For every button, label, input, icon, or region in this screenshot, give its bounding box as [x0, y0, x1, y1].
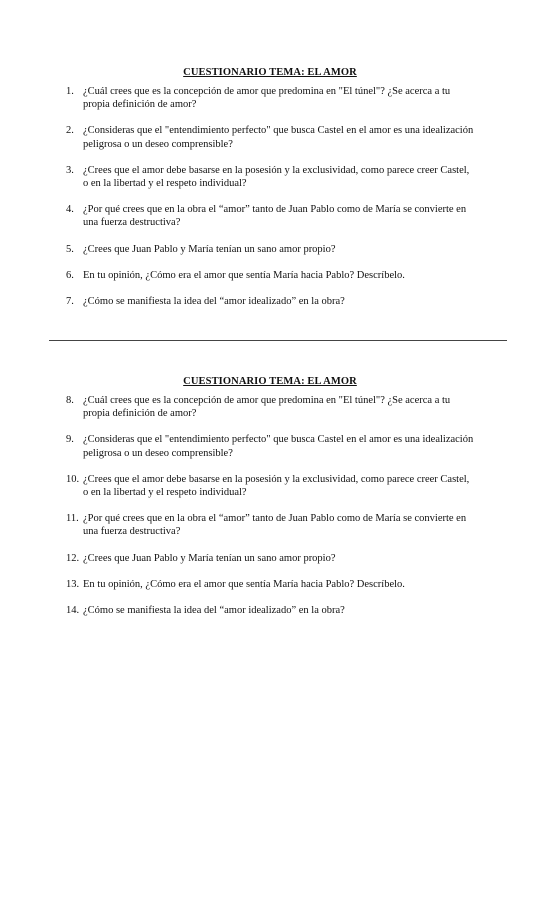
- question-item: [0, 85, 546, 111]
- question-text: ¿Crees que el amor debe basarse en la posesión y la exclusividad, como parece creer Castel, o en la libertad y el respeto individual?: [83, 473, 470, 499]
- question-text: En tu opinión, ¿Cómo era el amor que sentía María hacia Pablo? Descríbelo.: [83, 269, 405, 281]
- question-number: 13.: [66, 578, 80, 590]
- question-number: 14.: [66, 605, 80, 617]
- question-item: [0, 269, 546, 282]
- section-title: CUESTIONARIO TEMA: EL AMOR: [183, 376, 357, 387]
- question-number: 5.: [66, 243, 74, 255]
- question-number: 10.: [66, 473, 80, 485]
- question-item: [0, 512, 546, 538]
- questionnaire-section-2: [0, 375, 546, 630]
- question-number: 12.: [66, 552, 80, 564]
- question-text: ¿Crees que Juan Pablo y María tenían un sano amor propio?: [83, 552, 336, 564]
- question-number: 2.: [66, 125, 74, 137]
- question-item: [0, 124, 546, 150]
- question-item: [0, 433, 546, 459]
- question-item: [0, 295, 546, 308]
- section-divider: [49, 340, 507, 341]
- question-number: 1.: [66, 86, 74, 97]
- question-number: 7.: [66, 296, 74, 308]
- question-number: 3.: [66, 164, 74, 176]
- section-title: CUESTIONARIO TEMA: EL AMOR: [183, 67, 357, 78]
- question-item: [0, 578, 546, 591]
- question-item: [0, 552, 546, 565]
- question-item: [0, 203, 546, 229]
- question-text: ¿Consideras que el "entendimiento perfecto" que busca Castel en el amor es una idealización peligrosa o un deseo comprensible?: [83, 434, 474, 459]
- question-number: 6.: [66, 269, 74, 281]
- question-text: ¿Consideras que el "entendimiento perfecto" que busca Castel en el amor es una idealización peligrosa o un deseo comprensible?: [83, 125, 474, 150]
- question-text: ¿Cuál crees que es la concepción de amor que predomina en "El túnel"? ¿Se acerca a tu propia definición de amor?: [83, 395, 451, 420]
- question-list: [0, 85, 546, 308]
- question-item: [0, 164, 546, 190]
- question-item: [0, 243, 546, 256]
- question-text: ¿Crees que el amor debe basarse en la posesión y la exclusividad, como parece creer Castel, o en la libertad y el respeto individual?: [83, 164, 470, 190]
- question-text: ¿Crees que Juan Pablo y María tenían un sano amor propio?: [83, 243, 336, 255]
- question-item: [0, 473, 546, 499]
- question-text: En tu opinión, ¿Cómo era el amor que sentía María hacia Pablo? Descríbelo.: [83, 578, 405, 590]
- question-item: [0, 394, 546, 420]
- question-list: [0, 394, 546, 617]
- question-text: ¿Cómo se manifiesta la idea del “amor idealizado” en la obra?: [83, 296, 345, 308]
- question-number: 8.: [66, 395, 74, 406]
- questionnaire-section-1: [0, 66, 546, 321]
- question-text: ¿Por qué crees que en la obra el “amor” tanto de Juan Pablo como de María se convierte en una fuerza destructiva?: [83, 513, 467, 538]
- question-number: 4.: [66, 204, 74, 216]
- question-item: [0, 604, 546, 617]
- question-text: ¿Cuál crees que es la concepción de amor que predomina en "El túnel"? ¿Se acerca a tu propia definición de amor?: [83, 86, 451, 111]
- question-number: 9.: [66, 434, 74, 446]
- question-text: ¿Cómo se manifiesta la idea del “amor idealizado” en la obra?: [83, 605, 345, 617]
- question-number: 11.: [66, 513, 79, 525]
- question-text: ¿Por qué crees que en la obra el “amor” tanto de Juan Pablo como de María se convierte en una fuerza destructiva?: [83, 204, 467, 229]
